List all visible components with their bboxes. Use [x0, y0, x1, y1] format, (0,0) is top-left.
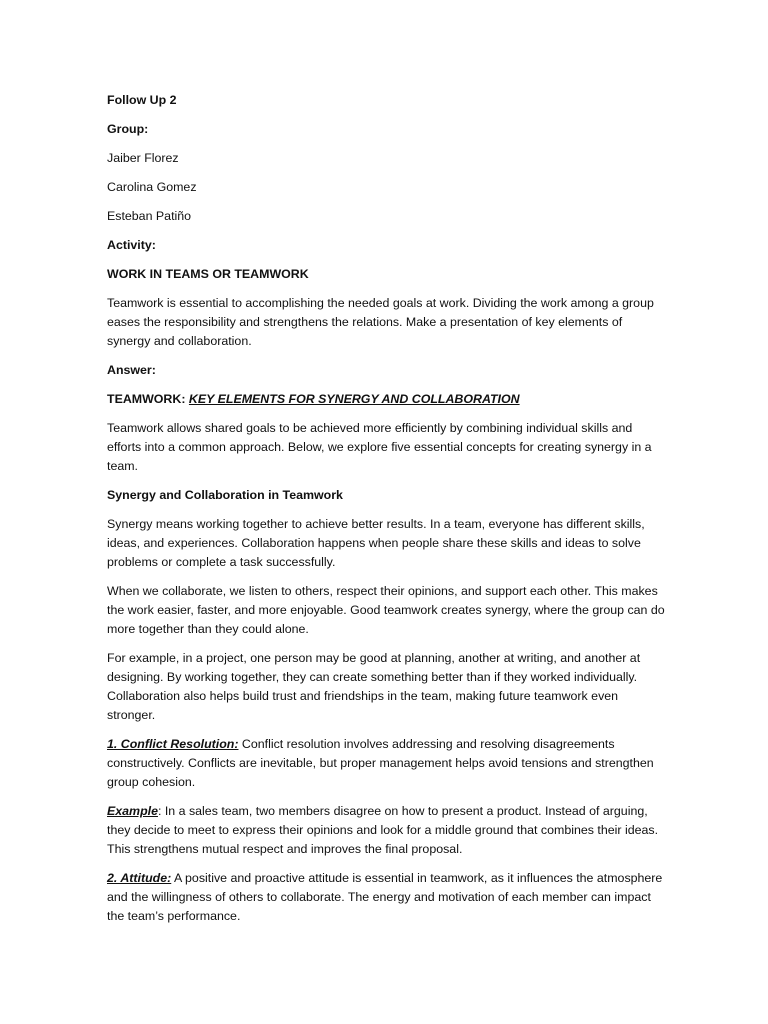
activity-title: WORK IN TEAMS OR TEAMWORK [107, 267, 309, 281]
attitude-label: 2. Attitude: [107, 871, 172, 885]
teamwork-label: TEAMWORK: [107, 392, 186, 406]
group-member: Esteban Patiño [107, 209, 192, 223]
answer-label: Answer: [107, 363, 156, 377]
activity-label: Activity: [107, 238, 156, 252]
key-elements-heading: KEY ELEMENTS FOR SYNERGY AND COLLABORATION [188, 392, 520, 406]
conflict-resolution-text: Conflict resolution involves addressing and resolving disagreements constructively. Conflicts are inevitable, but proper management helps avoid tensions and strengthen group cohesion. [107, 737, 654, 789]
group-member: Carolina Gomez [107, 180, 197, 194]
document-title: Follow Up 2 [107, 93, 177, 107]
attitude-text: A positive and proactive attitude is essential in teamwork, as it influences the atmosphere and the willingness of others to collaborate. The energy and motivation of each member can impact the team’s performance. [107, 871, 663, 923]
attitude-paragraph [107, 869, 665, 926]
teamwork-intro: Teamwork allows shared goals to be achieved more efficiently by combining individual skills and efforts into a common approach. Below, we explore five essential concepts for creating synergy in a team. [107, 421, 652, 473]
synergy-paragraph: Synergy means working together to achieve better results. In a team, everyone has different skills, ideas, and experiences. Collaboration happens when people share these skills and ideas to solve problems or complete a task successfully. [107, 517, 645, 569]
group-label: Group: [107, 122, 149, 136]
conflict-example-paragraph [107, 802, 665, 859]
conflict-resolution-paragraph [107, 735, 665, 792]
activity-description: Teamwork is essential to accomplishing the needed goals at work. Dividing the work among a group eases the responsibility and strengthens the relations. Make a presentation of key elements of synergy and collaboration. [107, 296, 654, 348]
document-page [107, 91, 665, 936]
group-member: Jaiber Florez [107, 151, 179, 165]
teamwork-heading-line [107, 390, 665, 409]
example-label: Example [107, 804, 158, 818]
example-text: : In a sales team, two members disagree on how to present a product. Instead of arguing, they decide to meet to express their opinions and look for a middle ground that combines their ideas. This strengthens mutual respect and improves the final proposal. [107, 804, 659, 856]
synergy-heading: Synergy and Collaboration in Teamwork [107, 488, 343, 502]
conflict-resolution-label: 1. Conflict Resolution: [107, 737, 239, 751]
collaboration-paragraph: When we collaborate, we listen to others, respect their opinions, and support each other. This makes the work easier, faster, and more enjoyable. Good teamwork creates synergy, where the group can do more together than they could alone. [107, 584, 665, 636]
example-paragraph: For example, in a project, one person may be good at planning, another at writing, and another at designing. By working together, they can create something better than if they worked individually. Collaboration also helps build trust and friendships in the team, making future teamwork even stronger. [107, 651, 641, 722]
